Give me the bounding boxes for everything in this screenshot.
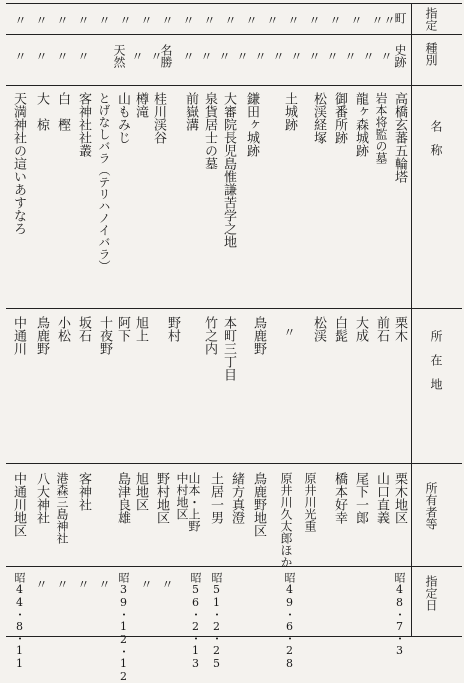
entry-location: 阿下 <box>115 316 130 342</box>
entry-location: 野村 <box>165 316 180 342</box>
entry-location: 十夜野 <box>97 316 112 355</box>
entry-date: 昭48・7・3 <box>393 572 406 657</box>
entry-location: 鳥鹿野 <box>34 316 49 355</box>
category-cell: 〃 <box>55 50 69 62</box>
entry-name: 泉貨居士の墓 <box>202 92 217 170</box>
entry-owner: 山本・上野 <box>187 472 201 532</box>
entry-owner: 中通川地区 <box>11 472 26 537</box>
entry-location: 松渓 <box>311 316 326 342</box>
category-cell: 〃 <box>325 50 339 62</box>
entry-date: 〃 <box>76 578 90 590</box>
entry-location: 小松 <box>55 316 70 342</box>
designation-cell: 〃 <box>349 14 363 26</box>
category-cell: 〃 <box>343 50 357 62</box>
entry-location: 〃 <box>282 326 296 338</box>
category-cell: 〃 <box>217 50 231 62</box>
entry-date: 〃 <box>160 578 174 590</box>
entry-location: 前石 <box>374 316 389 342</box>
category-cell: 〃 <box>199 50 213 62</box>
category-cell: 〃 <box>76 50 90 62</box>
entry-owner: 土居一男 <box>208 472 223 524</box>
entry-date: 〃 <box>97 578 111 590</box>
entry-location: 中通川 <box>11 316 26 355</box>
entry-name: 岩本将監の墓 <box>374 92 388 164</box>
entry-owner: 原井川久太郎ほか <box>279 472 293 568</box>
entry-owner: 栗木地区 <box>392 472 407 524</box>
category-cell: 〃 <box>361 50 375 62</box>
header-owner: 所有者等 <box>424 482 438 530</box>
category-cell: 〃 <box>181 50 195 62</box>
entry-owner: 尾下一郎 <box>353 472 368 524</box>
entry-name: 白 樫 <box>55 92 70 131</box>
entry-name: 樽滝 <box>133 92 148 118</box>
entry-date: 昭39・12・12 <box>117 572 130 683</box>
designation-cell: 〃 <box>76 14 90 26</box>
designation-cell: 〃 <box>139 14 153 26</box>
header-column-rule <box>411 3 412 637</box>
entry-owner: 旭地区 <box>133 472 148 511</box>
entry-owner: 橋本好幸 <box>332 472 347 524</box>
category-cell: 天然 <box>112 44 126 68</box>
entry-name: 高橋玄蕃五輪塔 <box>392 92 407 183</box>
entry-name: 天満神社の這いあすなろ <box>11 92 26 235</box>
header-category: 種別 <box>424 42 438 66</box>
entry-date: 〃 <box>34 578 48 590</box>
category-cell: 名勝 <box>159 44 173 68</box>
entry-date: 昭44・8・11 <box>13 572 26 670</box>
entry-name: 大審院長児島惟謙苦学之地 <box>221 92 236 248</box>
designation-cell: 〃 <box>34 14 48 26</box>
entry-location: 鳥鹿野 <box>251 316 266 355</box>
entry-date: 〃 <box>55 578 69 590</box>
entry-name: 松渓経塚 <box>311 92 326 144</box>
entry-owner: 客神社 <box>76 472 91 511</box>
entry-owner: 島津良雄 <box>115 472 130 524</box>
entry-name: 鎌田ヶ城跡 <box>244 92 259 157</box>
entry-location: 竹之内 <box>202 316 217 355</box>
entry-date: 昭49・6・28 <box>283 572 296 670</box>
entry-location: 白髭 <box>332 316 347 342</box>
entry-name: 土城跡 <box>282 92 297 131</box>
category-cell: 〃 <box>13 50 27 62</box>
designation-cell: 〃 <box>244 14 258 26</box>
header-date: 指定日 <box>424 575 438 611</box>
entry-owner: 野村地区 <box>154 472 169 524</box>
row-rule-owner <box>6 566 462 567</box>
category-cell: 〃 <box>34 50 48 62</box>
entry-date: 昭56・2・13 <box>189 572 202 670</box>
header-name: 名 称 <box>429 120 443 156</box>
designation-cell: 町 <box>393 12 407 24</box>
designation-cell: 〃 <box>202 14 216 26</box>
header-location: 所 在 地 <box>429 330 443 390</box>
table-top-rule <box>6 3 462 4</box>
category-cell: 〃 <box>149 50 163 62</box>
entry-owner: 鳥鹿野地区 <box>251 472 266 537</box>
designation-cell: 〃 <box>223 14 237 26</box>
entry-name: 龍ヶ森城跡 <box>353 92 368 157</box>
entry-owner: 緒方真澄 <box>229 472 244 524</box>
category-cell: 〃 <box>253 50 267 62</box>
category-cell: 〃 <box>379 50 393 62</box>
category-cell: 〃 <box>307 50 321 62</box>
designation-cell: 〃 <box>97 14 111 26</box>
row-rule-location <box>6 463 462 464</box>
entry-owner: 原井川光重 <box>303 472 317 532</box>
entry-owner: 中村地区 <box>175 472 189 520</box>
designation-cell: 〃 <box>13 14 27 26</box>
category-cell: 〃 <box>235 50 249 62</box>
entry-location: 旭上 <box>133 316 148 342</box>
entry-owner: 港森三島神社 <box>55 472 69 544</box>
entry-owner: 八大神社 <box>34 472 49 524</box>
designation-cell: 〃 <box>382 14 396 26</box>
category-cell: 〃 <box>271 50 285 62</box>
entry-name: 前嶽溝 <box>183 92 198 131</box>
designation-cell: 〃 <box>286 14 300 26</box>
designation-cell: 〃 <box>307 14 321 26</box>
category-cell: 史跡 <box>393 44 407 68</box>
entry-name: 御番所跡 <box>332 92 347 144</box>
category-cell: 〃 <box>289 50 303 62</box>
header-designation: 指定 <box>424 7 438 31</box>
entry-owner: 山口直義 <box>374 472 389 524</box>
category-cell: 〃 <box>130 50 144 62</box>
entry-name: とげなしバラ（テリハノイバラ） <box>97 92 111 272</box>
entry-name: 山もみじ <box>115 92 130 144</box>
entry-date: 昭51・2・25 <box>210 572 223 670</box>
designation-cell: 〃 <box>160 14 174 26</box>
entry-location: 坂石 <box>76 316 91 342</box>
designation-cell: 〃 <box>118 14 132 26</box>
designation-cell: 〃 <box>55 14 69 26</box>
entry-name: 桂川渓谷 <box>151 92 166 144</box>
designation-cell: 〃 <box>181 14 195 26</box>
row-rule-name <box>6 308 462 309</box>
designation-cell: 〃 <box>328 14 342 26</box>
row-rule-category <box>6 85 462 86</box>
entry-date: 〃 <box>139 578 153 590</box>
entry-location: 栗木 <box>392 316 407 342</box>
designation-cell: 〃 <box>370 14 384 26</box>
entry-name: 客神社社叢 <box>76 92 91 157</box>
entry-name: 大 椋 <box>34 92 49 131</box>
row-rule-designation <box>6 34 462 35</box>
entry-location: 大成 <box>353 316 368 342</box>
designation-cell: 〃 <box>265 14 279 26</box>
entry-location: 本町三丁目 <box>221 316 236 381</box>
